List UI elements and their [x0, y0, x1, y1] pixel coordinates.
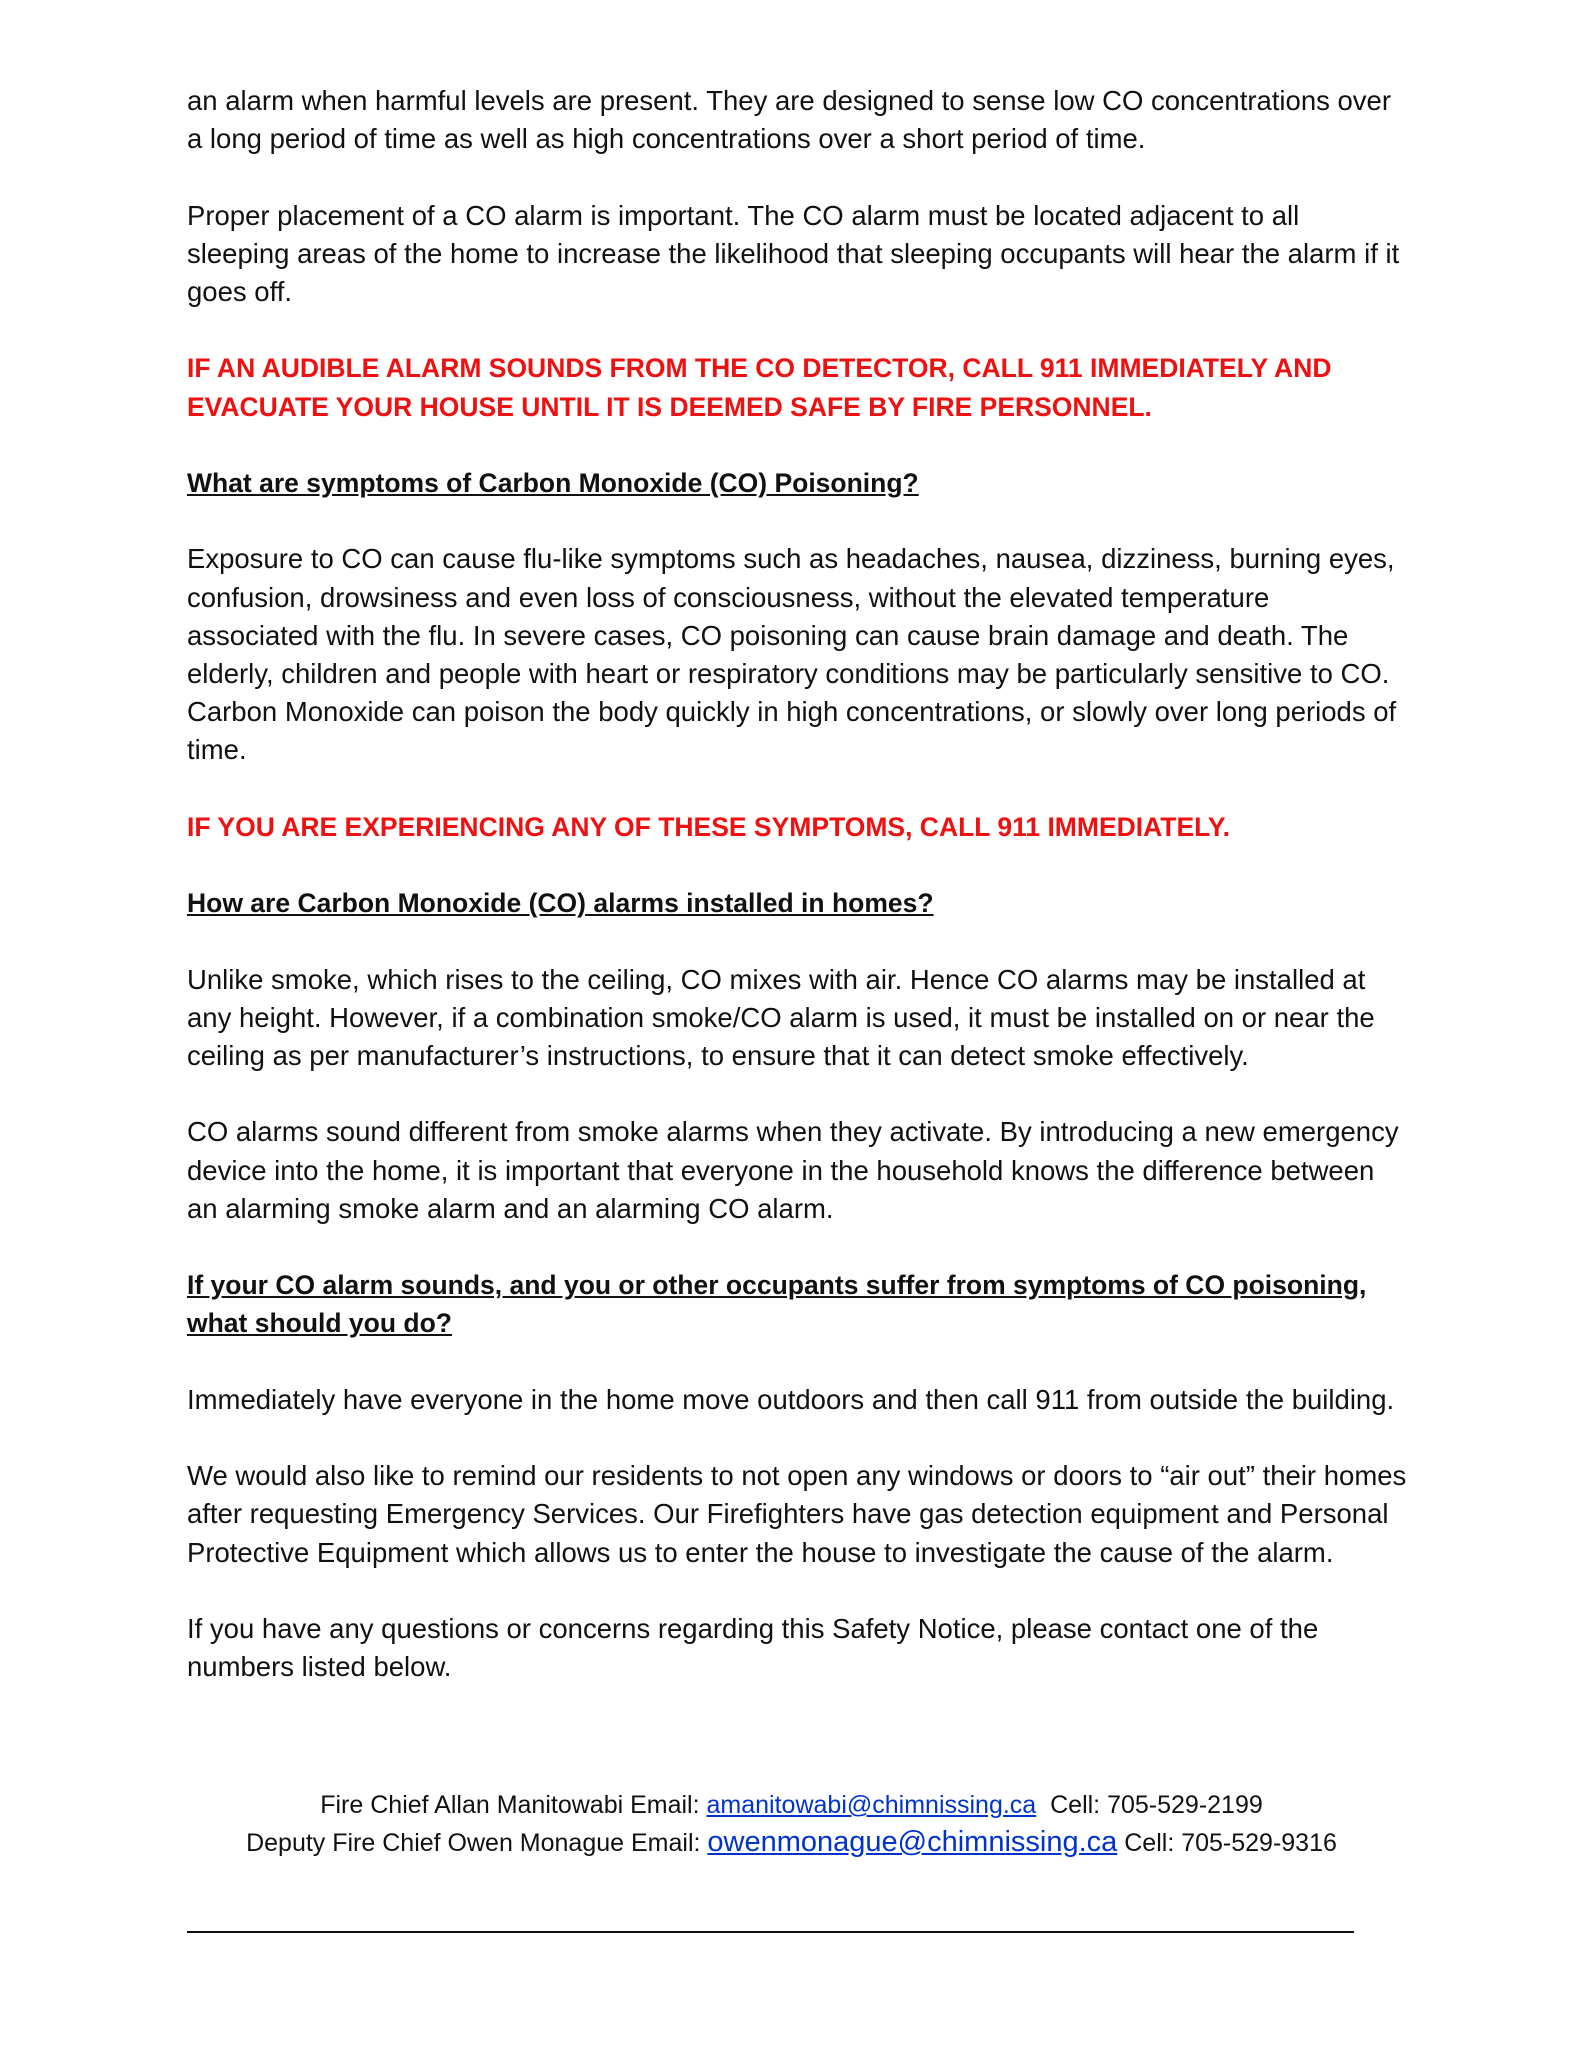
paragraph-air-out: We would also like to remind our residents to not open any windows or doors to “air out” their homes after requesting Emergency Services. Our Firefighters have gas detection equipment and Personal Protective Equipment which allows us to enter the house to investigate the cause of the alarm.	[187, 1460, 1407, 1568]
alert-evacuate: IF AN AUDIBLE ALARM SOUNDS FROM THE CO DETECTOR, CALL 911 IMMEDIATELY AND EVACUATE YOUR HOUSE UNTIL IT IS DEEMED SAFE BY FIRE PERSONNEL.	[187, 353, 1332, 422]
paragraph-symptoms: Exposure to CO can cause flu-like symptoms such as headaches, nausea, dizziness, burning eyes, confusion, drowsiness and even loss of consciousness, without the elevated temperature associated with the flu. In severe cases, CO poisoning can cause brain damage and death. The elderly, children and people with heart or respiratory conditions may be particularly sensitive to CO. Carbon Monoxide can poison the body quickly in high concentrations, or slowly over long periods of time.	[187, 543, 1397, 766]
chief-email-link[interactable]: amanitowabi@chimnissing.ca	[706, 1791, 1037, 1819]
contact-chief	[0, 1787, 1583, 1824]
paragraph-contact: If you have any questions or concerns regarding this Safety Notice, please contact one of the numbers listed below.	[187, 1612, 1319, 1683]
paragraph-move-outdoors: Immediately have everyone in the home move outdoors and then call 911 from outside the building.	[187, 1383, 1395, 1415]
chief-cell: Cell: 705-529-2199	[1050, 1791, 1263, 1819]
paragraph-installation: Unlike smoke, which rises to the ceiling, CO mixes with air. Hence CO alarms may be installed at any height. However, if a combination smoke/CO alarm is used, it must be installed on or near the ceiling as per manufacturer’s instructions, to ensure that it can detect smoke effectively.	[187, 963, 1375, 1071]
deputy-email-link[interactable]: owenmonague@chimnissing.ca	[707, 1826, 1118, 1858]
alert-call-911: IF YOU ARE EXPERIENCING ANY OF THESE SYMPTOMS, CALL 911 IMMEDIATELY.	[187, 811, 1231, 842]
heading-what-to-do: If your CO alarm sounds, and you or other occupants suffer from symptoms of CO poisoning, what should you do?	[187, 1270, 1367, 1339]
contact-deputy	[0, 1824, 1583, 1862]
paragraph-alarm-placement: Proper placement of a CO alarm is important. The CO alarm must be located adjacent to all sleeping areas of the home to increase the likelihood that sleeping occupants will hear the alarm if it goes off.	[187, 199, 1400, 307]
contact-block	[0, 1787, 1583, 1862]
heading-symptoms: What are symptoms of Carbon Monoxide (CO) Poisoning?	[187, 467, 919, 498]
deputy-cell: Cell: 705-529-9316	[1124, 1829, 1337, 1857]
paragraph-alarm-sensing: an alarm when harmful levels are present. They are designed to sense low CO concentrations over a long period of time as well as high concentrations over a short period of time.	[187, 85, 1392, 155]
paragraph-alarm-sounds: CO alarms sound different from smoke alarms when they activate. By introducing a new emergency device into the home, it is important that everyone in the household knows the difference between an alarming smoke alarm and an alarming CO alarm.	[187, 1116, 1399, 1224]
heading-installation: How are Carbon Monoxide (CO) alarms installed in homes?	[187, 888, 934, 919]
document-body	[187, 82, 1407, 1725]
footer-divider	[187, 1931, 1354, 1933]
deputy-label: Deputy Fire Chief Owen Monague Email:	[246, 1829, 701, 1857]
chief-label: Fire Chief Allan Manitowabi Email:	[320, 1791, 700, 1819]
